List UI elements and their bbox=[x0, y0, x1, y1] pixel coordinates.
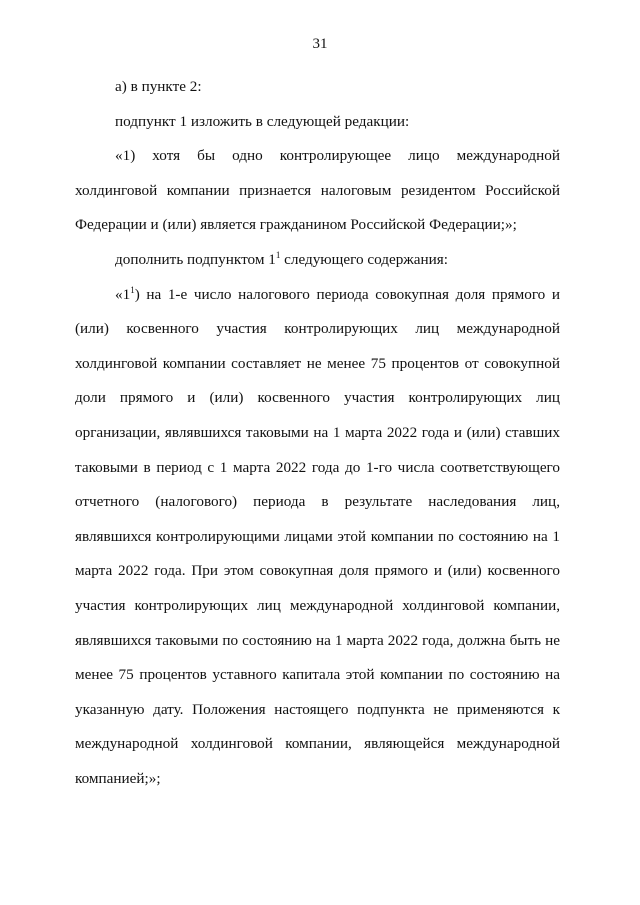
paragraph-subpoint-1-text: «1) хотя бы одно контролирующее лицо международной холдинговой компании признается налоговым резидентом Российской Федерации и (или) является гражданином Российской Федерации;»; bbox=[75, 147, 560, 234]
text-segment: ) на 1-е число налогового периода совокупная доля прямого и (или) косвенного участия контролирующих лиц международной холдинговой компании составляет не менее 75 процентов от совокупной доли прямого и (или) косвенного участия контролирующих лиц организации, являвшихся таковыми на 1 марта 2022 года и (или) ставших таковыми в период с 1 марта 2022 года до 1-го числа соответствующего отчетного (налогового) периода в результате наследования лиц, являвшихся контролирующими лицами этой компании по состоянию на 1 марта 2022 года. При этом совокупная доля прямого и (или) косвенного участия контролирующих лиц международной холдинговой компании, являвшихся таковыми по состоянию на 1 марта 2022 года, должна быть не менее 75 процентов уставного капитала этой компании по состоянию на указанную дату. Положения настоящего подпункта не применяются к международной холдинговой компании, являющейся международной компанией;»; bbox=[75, 285, 560, 787]
document-body bbox=[75, 70, 560, 796]
text-segment: следующего содержания: bbox=[280, 250, 448, 268]
text-segment: «1 bbox=[115, 285, 131, 303]
text-segment: дополнить подпунктом 1 bbox=[115, 250, 276, 268]
page-number: 31 bbox=[312, 36, 328, 52]
paragraph-subpoint-1-1-text bbox=[75, 278, 560, 797]
paragraph-add-subpoint bbox=[75, 243, 560, 278]
superscript: 1 bbox=[130, 284, 135, 295]
paragraph-amend-subpoint-1: подпункт 1 изложить в следующей редакции: bbox=[115, 112, 410, 130]
superscript: 1 bbox=[275, 249, 281, 260]
paragraph-item-a: а) в пункте 2: bbox=[115, 78, 202, 95]
